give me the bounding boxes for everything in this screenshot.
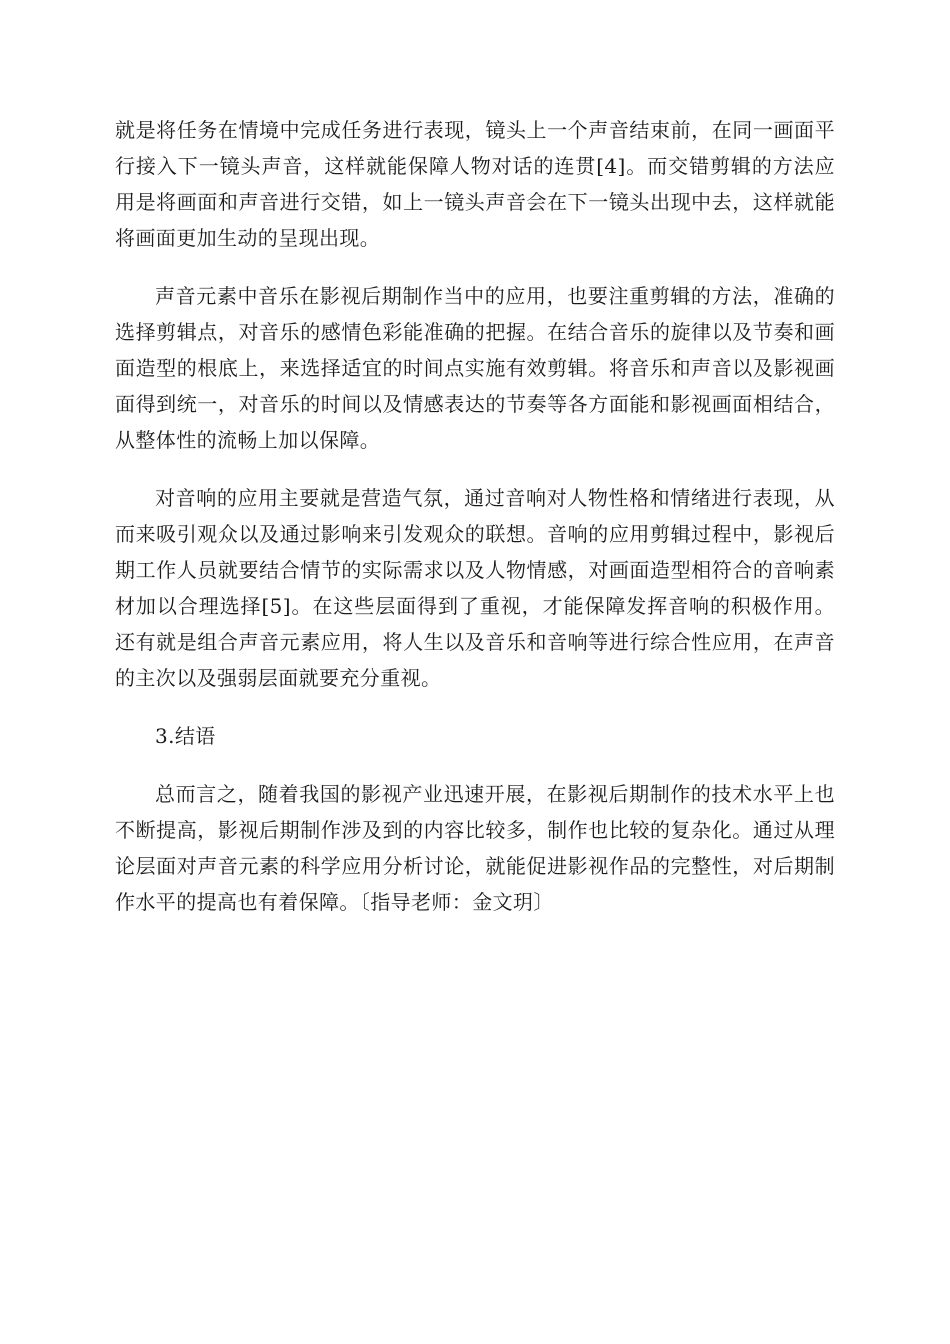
paragraph-music-editing: 声音元素中音乐在影视后期制作当中的应用，也要注重剪辑的方法，准确的选择剪辑点，对音乐的感情色彩能准确的把握。在结合音乐的旋律以及节奏和画面造型的根底上，来选择适宜的时间点实施有效剪辑。将音乐和声音以及影视画面得到统一，对音乐的时间以及情感表达的节奏等各方面能和影视画面相结合，从整体性的流畅上加以保障。 [115, 284, 835, 452]
section-heading-conclusion: 3.结语 [155, 724, 216, 748]
paragraph-continuation: 就是将任务在情境中完成任务进行表现，镜头上一个声音结束前，在同一画面平行接入下一镜头声音，这样就能保障人物对话的连贯[4]。而交错剪辑的方法应用是将画面和声音进行交错，如上一镜头声音会在下一镜头出现中去，这样就能将画面更加生动的呈现出现。 [115, 118, 835, 250]
document-body [115, 112, 835, 920]
paragraph-conclusion: 总而言之，随着我国的影视产业迅速开展，在影视后期制作的技术水平上也不断提高，影视后期制作涉及到的内容比较多，制作也比较的复杂化。通过从理论层面对声音元素的科学应用分析讨论，就能促进影视作品的完整性，对后期制作水平的提高也有着保障。〔指导老师：金文玥〕 [115, 782, 835, 914]
paragraph-sound-effects: 对音响的应用主要就是营造气氛，通过音响对人物性格和情绪进行表现，从而来吸引观众以及通过影响来引发观众的联想。音响的应用剪辑过程中，影视后期工作人员就要结合情节的实际需求以及人物情感，对画面造型相符合的音响素材加以合理选择[5]。在这些层面得到了重视，才能保障发挥音响的积极作用。还有就是组合声音元素应用，将人生以及音乐和音响等进行综合性应用，在声音的主次以及强弱层面就要充分重视。 [115, 486, 835, 690]
